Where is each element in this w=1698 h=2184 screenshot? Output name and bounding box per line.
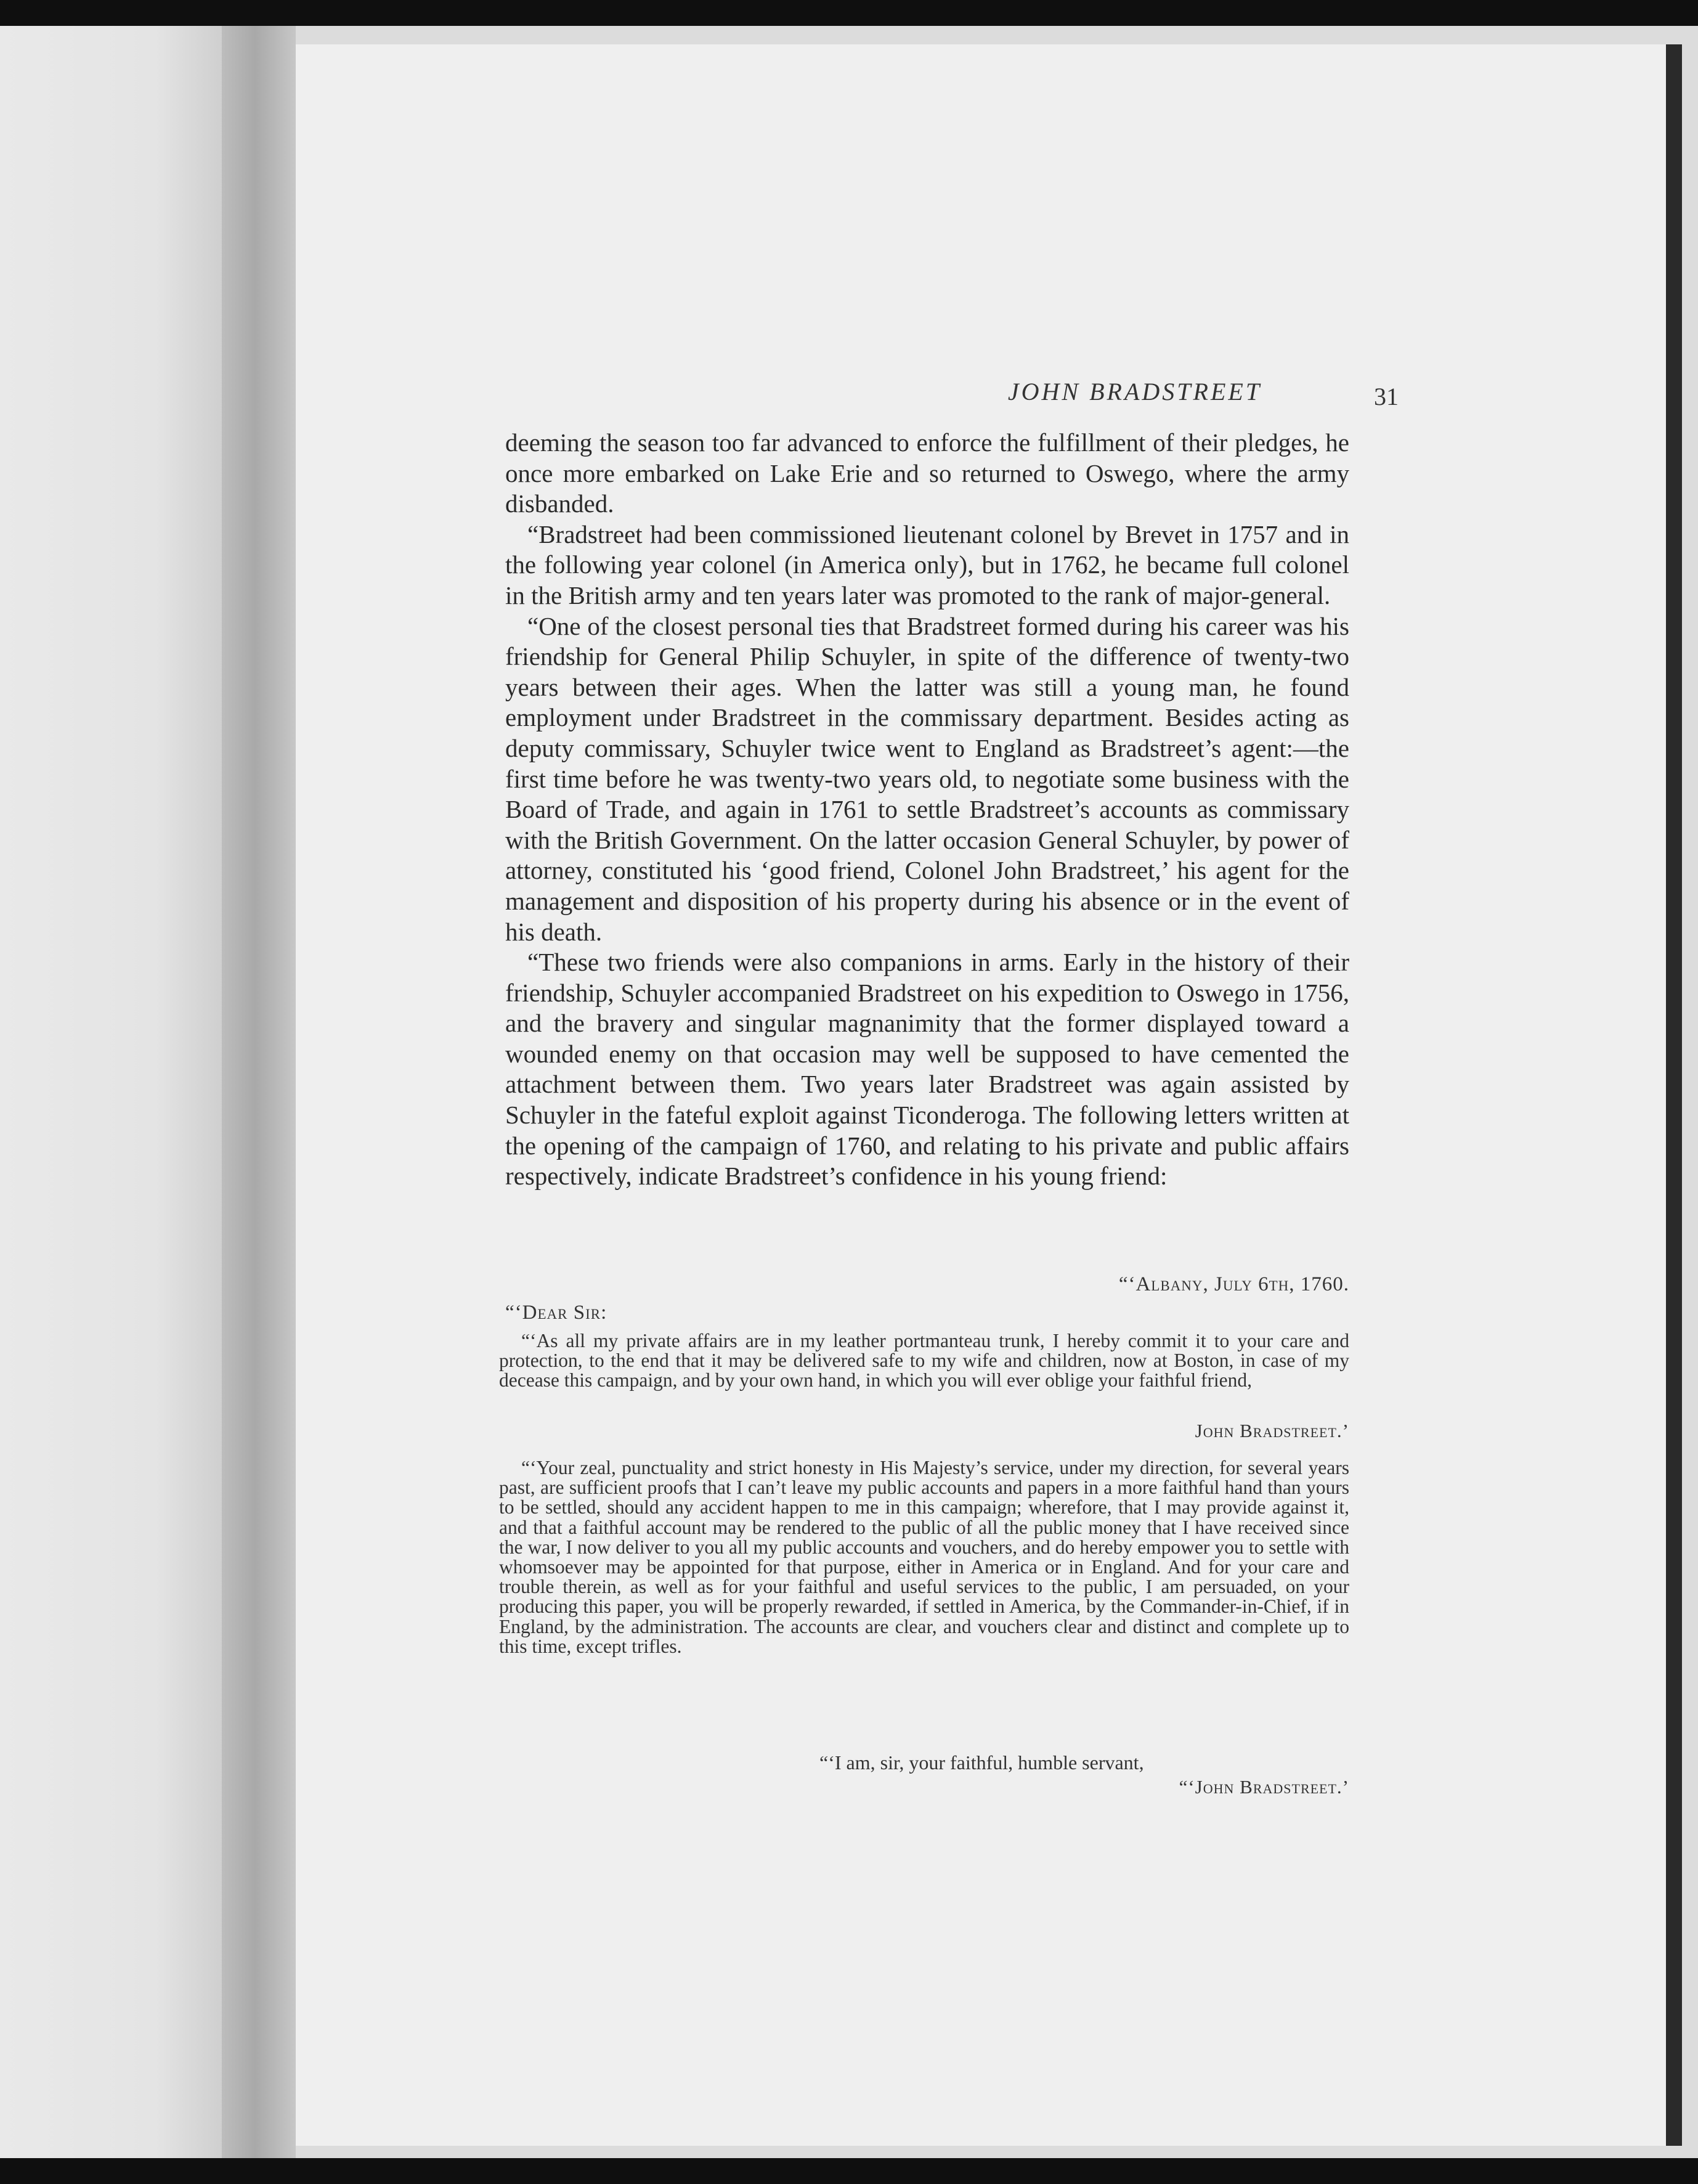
running-title: JOHN BRADSTREET: [1007, 378, 1262, 405]
letter-body: “‘Your zeal, punctuality and strict honesty in His Majesty’s service, under my direction, for several years past, are sufficient proofs that I can’t leave my public accounts and papers in a more faithful hand than yours to be settled, should any accident happen to me in this campaign; wherefore, that I may provide against it, and that a faithful account may be rendered to the public of all the public money that I have received since the war, I now deliver to you all my public accounts and vouchers, and do hereby empower you to settle with whomsoever may be appointed for that purpose, either in America or in England. And for your care and trouble therein, as well as for your faithful and useful services to the public, I am persuaded, on your producing this paper, you will be properly rewarded, if settled in America, by the Commander-in-Chief, if in England, by the administration. The accounts are clear, and vouchers clear and distinct and complete up to this time, except trifles.: [499, 1457, 1349, 1657]
main-text: [505, 428, 1349, 1192]
letter-closing: “‘I am, sir, your faithful, humble servant,: [819, 1751, 1144, 1774]
letter-signature: John Bradstreet.’: [1195, 1420, 1349, 1441]
letter-signature: “‘John Bradstreet.’: [1179, 1776, 1349, 1798]
page-number: 31: [1374, 383, 1399, 410]
scan-area: [0, 26, 1698, 2158]
facing-page-edge: [0, 26, 222, 2158]
letter-dateline: “‘Albany, July 6th, 1760.: [1118, 1273, 1349, 1295]
book-gutter: [222, 26, 296, 2158]
letter-private: [499, 1331, 1349, 1391]
letter-salutation: “‘Dear Sir:: [505, 1302, 607, 1324]
paragraph: “Bradstreet had been commissioned lieutenant colonel by Brevet in 1757 and in the following year colonel (in America only), but in 1762, he became full colonel in the British army and ten years later was promoted to the rank of major-general.: [505, 520, 1349, 609]
book-page: [296, 44, 1682, 2146]
paragraph: deeming the season too far advanced to enforce the fulfillment of their pledges, he once more embarked on Lake Erie and so returned to Oswego, where the army disbanded.: [505, 428, 1349, 518]
paragraph: “One of the closest personal ties that Bradstreet formed during his career was his friendship for General Philip Schuyler, in spite of the difference of twenty-two years between their ages. When the latter was still a young man, he found employment under Bradstreet in the commissary department. Besides acting as deputy commissary, Schuyler twice went to England as Bradstreet’s agent:—the first time before he was twenty-two years old, to negotiate some business with the Board of Trade, and again in 1761 to settle Bradstreet’s accounts as commissary with the British Government. On the latter occasion General Schuyler, by power of attorney, constituted his ‘good friend, Colonel John Bradstreet,’ his agent for the management and disposition of his property during his absence or in the event of his death.: [505, 611, 1349, 946]
letter-public: [499, 1458, 1349, 1656]
letter-body: “‘As all my private affairs are in my leather portmanteau trunk, I hereby commit it to your care and protection, to the end that it may be delivered safe to my wife and children, now at Boston, in case of my decease this campaign, and by your own hand, in which you will ever oblige your faithful friend,: [499, 1330, 1349, 1391]
paragraph: “These two friends were also companions in arms. Early in the history of their friendship, Schuyler accompanied Bradstreet on his expedition to Oswego in 1756, and the bravery and singular magnanimity that the former displayed toward a wounded enemy on that occasion may well be supposed to have cemented the attachment between them. Two years later Bradstreet was again assisted by Schuyler in the fateful exploit against Ticonderoga. The following letters written at the opening of the campaign of 1760, and relating to his private and public affairs respectively, indicate Bradstreet’s confidence in his young friend:: [505, 948, 1349, 1191]
page-right-edge: [1666, 44, 1682, 2146]
